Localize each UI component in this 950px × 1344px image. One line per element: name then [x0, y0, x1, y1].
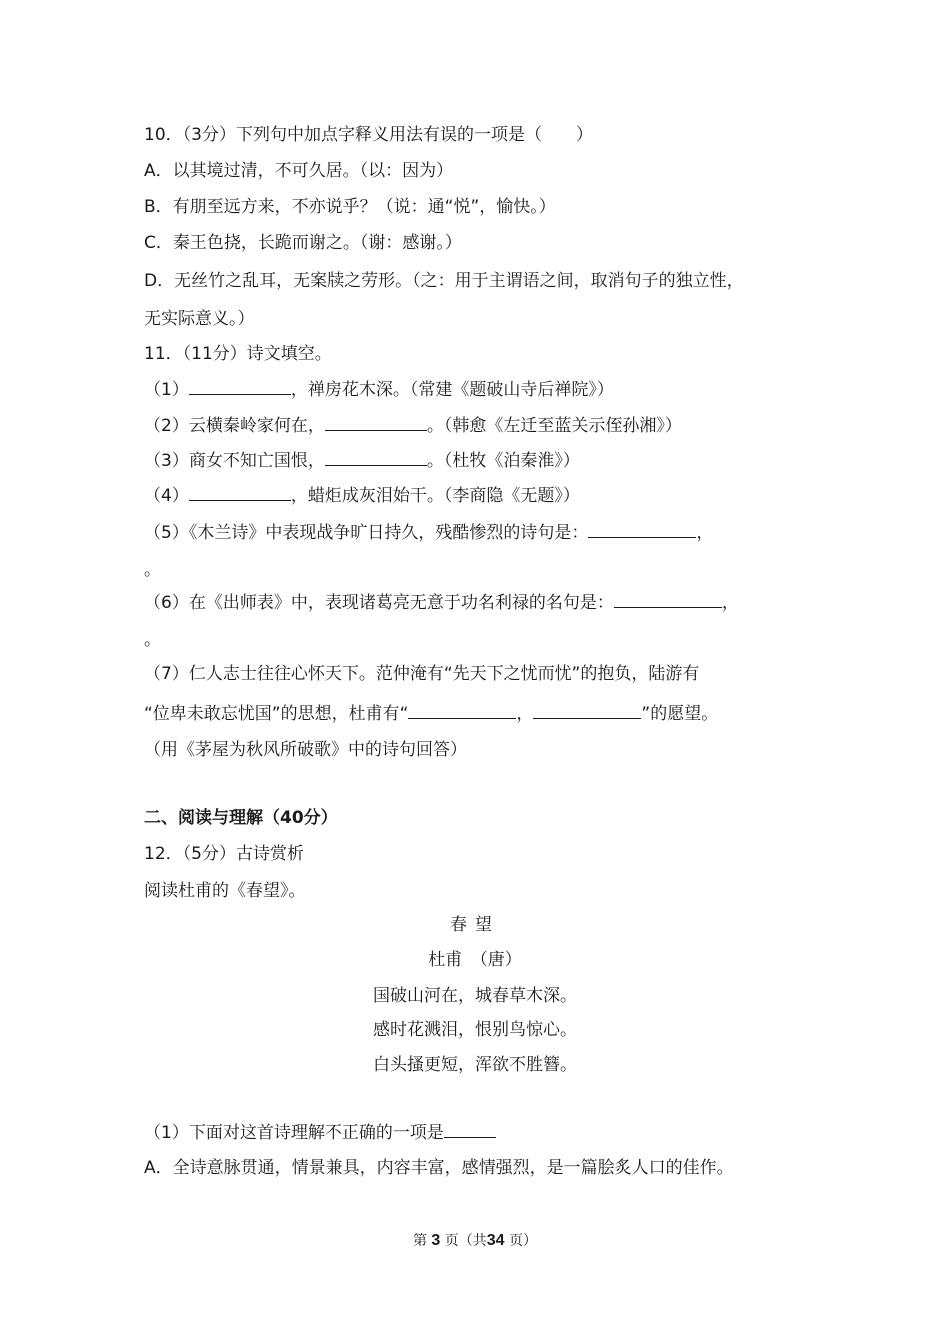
- q10-option-a: A．以其境过清，不可久居。（以：因为）: [144, 161, 454, 181]
- q11-item-5: （5）《木兰诗》中表现战争旷日持久，残酷惨烈的诗句是： ，: [144, 520, 713, 545]
- total-pages: 34: [486, 1232, 505, 1249]
- answer-blank[interactable]: [325, 413, 427, 431]
- answer-blank[interactable]: [533, 701, 641, 719]
- q12-stem: 12．（5分）古诗赏析: [144, 844, 304, 864]
- q11-item-6-end: 。: [144, 630, 161, 650]
- q10-option-c: C．秦王色挠，长跪而谢之。（谢：感谢。）: [144, 233, 462, 253]
- poem-line: 感时花溅泪，恨别鸟惊心。: [373, 1020, 577, 1040]
- q11-item-6: （6）在《出师表》中，表现诸葛亮无意于功名利禄的名句是： ，: [144, 590, 739, 615]
- q12-sub1: （1）下面对这首诗理解不正确的一项是: [144, 1120, 496, 1145]
- answer-blank[interactable]: [614, 590, 722, 608]
- q11-item-7-line3: （用《茅屋为秋风所破歌》中的诗句回答）: [144, 740, 467, 760]
- q10-stem: 10．（3分）下列句中加点字释义用法有误的一项是（ ）: [144, 125, 593, 145]
- q10-option-b: B．有朋至远方来，不亦说乎？（说：通“悦”，愉快。）: [144, 197, 556, 217]
- answer-blank[interactable]: [588, 520, 696, 538]
- section-heading: 二、阅读与理解（40分）: [144, 808, 338, 828]
- answer-blank[interactable]: [444, 1120, 496, 1138]
- q11-item-4: （4） ，蜡炬成灰泪始干。（李商隐《无题》）: [144, 483, 580, 508]
- answer-blank[interactable]: [325, 448, 427, 466]
- poem-title: 春望: [450, 915, 500, 935]
- q11-item-7-line2: “位卑未敢忘忧国”的思想，杜甫有“ ， ”的愿望。: [144, 701, 718, 726]
- q10-option-d-line2: 无实际意义。）: [144, 309, 255, 329]
- q11-item-3: （3）商女不知亡国恨， 。（杜牧《泊秦淮》）: [144, 448, 580, 473]
- poem-author: 杜甫 （唐）: [428, 950, 522, 970]
- q12-intro: 阅读杜甫的《春望》。: [144, 881, 306, 901]
- q11-stem: 11．（11分）诗文填空。: [144, 344, 332, 364]
- answer-blank[interactable]: [189, 483, 291, 501]
- poem-line: 国破山河在，城春草木深。: [373, 986, 577, 1006]
- page-footer: 第 3 页（共34 页）: [412, 1232, 538, 1249]
- q11-item-2: （2）云横秦岭家何在， 。（韩愈《左迁至蓝关示侄孙湘》）: [144, 413, 682, 438]
- q11-item-5-end: 。: [144, 560, 161, 580]
- answer-blank[interactable]: [408, 701, 516, 719]
- answer-blank[interactable]: [189, 377, 291, 395]
- poem-line: 白头搔更短，浑欲不胜簪。: [373, 1055, 577, 1075]
- q11-item-7-line1: （7）仁人志士往往心怀天下。范仲淹有“先天下之忧而忧”的抱负，陆游有: [144, 664, 700, 684]
- q12-option-a: A．全诗意脉贯通，情景兼具，内容丰富，感情强烈，是一篇脍炙人口的佳作。: [144, 1158, 734, 1178]
- page-number: 3: [431, 1232, 441, 1249]
- q11-item-1: （1） ，禅房花木深。（常建《题破山寺后禅院》）: [144, 377, 614, 402]
- q10-option-d-line1: D．无丝竹之乱耳，无案牍之劳形。（之：用于主谓语之间，取消句子的独立性，: [144, 271, 744, 291]
